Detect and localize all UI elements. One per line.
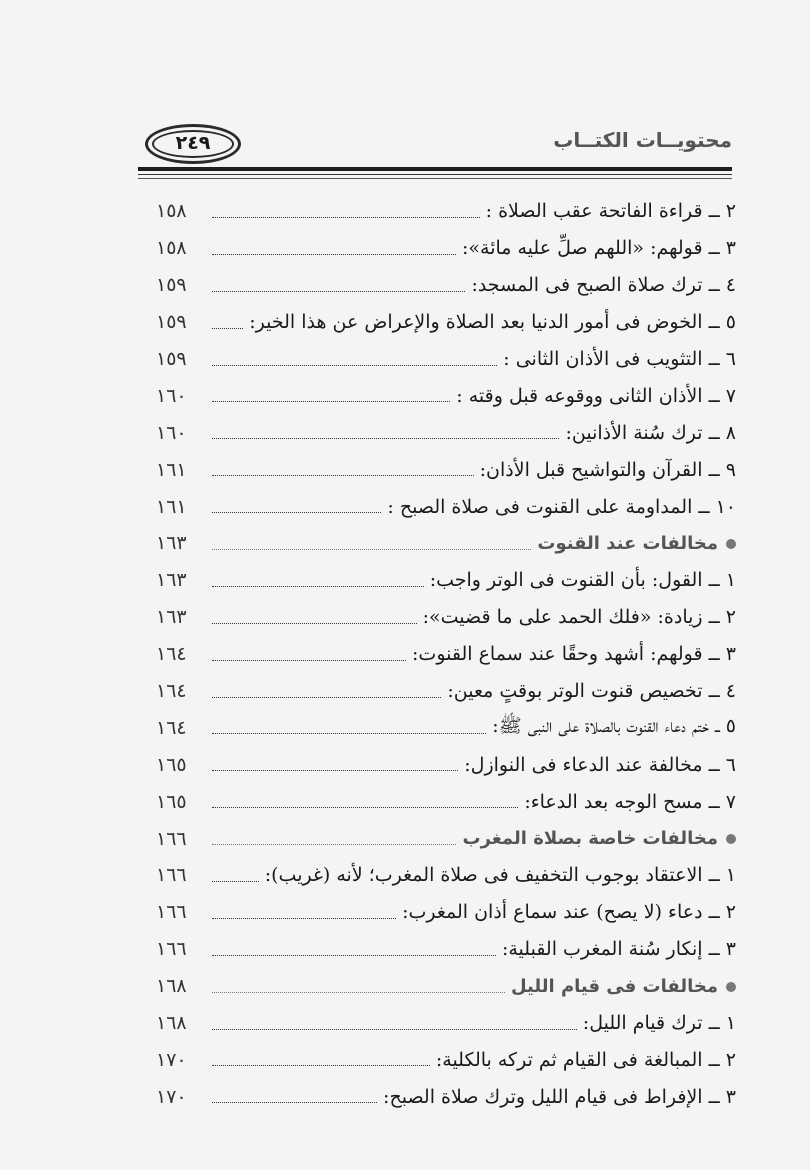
page-number: ٢٤٩ [175,132,211,154]
toc-entry[interactable] [150,857,736,894]
toc-entry-title [419,606,736,628]
header-rule-thick [138,167,732,171]
toc-entry-title [499,348,736,370]
toc-entry-title [476,459,736,481]
leader-dots [212,918,396,919]
toc-page-number: ١٦٦ [156,827,187,850]
toc-entry-title [379,1086,736,1108]
toc-entry-text: ٢ ــ قراءة الفاتحة عقب الصلاة : [485,200,736,223]
header-rule-thin [138,174,732,175]
leader-dots [212,844,456,845]
toc-page-number: ١٦٣ [156,532,187,555]
toc-entry-text: ٩ ــ القرآن والتواشيح قبل الأذان: [479,458,736,481]
toc-entry-title [458,828,736,849]
toc-entry-title [460,754,736,776]
toc-page-number: ١٦٠ [156,421,187,444]
leader-dots [212,697,441,698]
toc-page-number: ١٧٠ [156,1085,187,1108]
bullet-icon [726,539,736,549]
toc-entry-text: ٧ ــ مسح الوجه بعد الدعاء: [524,790,736,813]
toc-entry-title [520,791,736,813]
toc-entry-text: ٤ ــ ترك صلاة الصبح فى المسجد: [471,274,736,297]
toc-page-number: ١٦٣ [156,569,187,592]
toc-page-number: ١٦٨ [156,975,187,998]
toc-entry-text: ١ ــ الاعتقاد بوجوب التخفيف فى صلاة المغرب؛ لأنه (غريب): [264,864,736,887]
toc-section-heading[interactable] [150,968,736,1005]
leader-dots [212,770,458,771]
toc-entry-text: مخالفات خاصة بصلاة المغرب [462,828,718,850]
toc-page-number: ١٥٩ [156,311,187,334]
toc-entry-title [533,533,736,554]
toc-entry[interactable] [150,377,736,414]
toc-entry-title [488,714,736,742]
leader-dots [212,1029,577,1030]
toc-entry[interactable] [150,931,736,968]
toc-page-number: ١٦٦ [156,938,187,961]
toc-entry[interactable] [150,488,736,525]
toc-entry[interactable] [150,230,736,267]
toc-entry-title [498,938,736,960]
toc-entry[interactable] [150,599,736,636]
toc-section-heading[interactable] [150,820,736,857]
toc-section-heading[interactable] [150,525,736,562]
leader-dots [212,586,424,587]
leader-dots [212,512,381,513]
toc-entry-title [452,385,736,407]
toc-entry[interactable] [150,746,736,783]
toc-entry-title [579,1012,736,1034]
leader-dots [212,328,243,329]
toc-page-number: ١٦٥ [156,753,187,776]
toc-entry-title [467,274,736,296]
toc-entry[interactable] [150,304,736,341]
toc-entry[interactable] [150,562,736,599]
toc-page-number: ١٦٦ [156,901,187,924]
toc-page-number: ١٥٩ [156,348,187,370]
leader-dots [212,955,496,956]
toc-entry-title [245,311,736,333]
toc-page-number: ١٧٠ [156,1048,187,1071]
bullet-icon [726,834,736,844]
leader-dots [212,660,406,661]
toc-entry-text: مخالفات عند القنوت [537,532,718,554]
toc-entry-text: ٦ ــ التثويب فى الأذان الثانى : [503,348,736,370]
toc-entry[interactable] [150,894,736,931]
toc-entry[interactable] [150,636,736,673]
toc-page-number: ١٦٦ [156,864,187,887]
toc-page-number: ١٦٥ [156,790,187,813]
toc-entry-text: ٥ ــ ختم دعاء القنوت بالصلاة على النبى ﷺ: [492,714,736,737]
toc-entry[interactable] [150,1078,736,1115]
toc-entry-text: ٤ ــ تخصيص قنوت الوتر بوقتٍ معين: [447,680,736,703]
toc-entry-title [432,1049,736,1071]
leader-dots [212,623,417,624]
leader-dots [212,881,259,882]
toc-entry-title [261,864,736,886]
toc-entry-title [426,569,736,591]
toc-entry-title [482,200,736,222]
leader-dots [212,549,531,550]
table-of-contents [150,193,736,1115]
toc-entry-title [507,976,736,997]
toc-page-number: ١٥٨ [156,237,187,260]
bullet-icon [726,982,736,992]
leader-dots [212,438,559,439]
toc-entry-text: ٣ ــ قولهم: أشهد وحقًا عند سماع القنوت: [412,643,736,666]
leader-dots [212,254,456,255]
leader-dots [212,992,505,993]
toc-entry-text: ١٠ ــ المداومة على القنوت فى صلاة الصبح : [387,495,736,518]
toc-entry-text: ٣ ــ الإفراط فى قيام الليل وترك صلاة الصبح: [383,1085,736,1108]
toc-entry-text: ٥ ــ الخوض فى أمور الدنيا بعد الصلاة والإعراض عن هذا الخير: [249,311,736,334]
toc-page-number: ١٥٩ [156,274,187,297]
toc-entry-text: ٢ ــ زيادة: «فلك الحمد على ما قضيت»: [422,606,736,629]
toc-entry-text: ٧ ــ الأذان الثانى ووقوعه قبل وقته : [456,384,736,407]
toc-entry-title [408,643,736,665]
toc-entry[interactable] [150,414,736,451]
leader-dots [212,1102,377,1103]
toc-page-number: ١٦٣ [156,606,187,629]
toc-page-number: ١٦٤ [156,716,187,739]
running-header-title: محتويــات الكتــاب [553,128,732,152]
toc-page-number: ١٦٤ [156,680,187,703]
leader-dots [212,217,480,218]
toc-entry-text: ٣ ــ قولهم: «اللهم صلِّ عليه مائة»: [461,237,736,260]
toc-entry-text: ٣ ــ إنكار سُنة المغرب القبلية: [501,938,736,961]
leader-dots [212,807,518,808]
page-number-badge [145,124,241,164]
toc-entry[interactable] [150,783,736,820]
leader-dots [212,1065,430,1066]
toc-entry-title [398,901,736,923]
leader-dots [212,291,465,292]
toc-entry-title [443,680,736,702]
header-rule-thin [138,178,732,179]
leader-dots [212,733,486,734]
toc-page-number: ١٦٤ [156,643,187,666]
toc-page-number: ١٦١ [156,495,187,518]
toc-entry-title [458,237,736,259]
toc-page-number: ١٦٠ [156,384,187,407]
toc-entry-text: ٦ ــ مخالفة عند الدعاء فى النوازل: [464,753,736,776]
toc-entry[interactable] [150,673,736,710]
toc-entry[interactable] [150,451,736,488]
toc-entry-title [561,422,736,444]
leader-dots [212,365,497,366]
toc-entry-text: ١ ــ القول: بأن القنوت فى الوتر واجب: [429,569,736,592]
toc-page-number: ١٥٨ [156,200,187,223]
toc-entry[interactable] [150,267,736,304]
toc-entry-text: مخالفات فى قيام الليل [510,975,718,997]
toc-entry-title [383,496,736,518]
toc-entry-text: ٢ ــ دعاء (لا يصح) عند سماع أذان المغرب: [402,901,736,924]
leader-dots [212,475,474,476]
toc-page-number: ١٦١ [156,458,187,481]
toc-entry-text: ١ ــ ترك قيام الليل: [582,1012,736,1035]
leader-dots [212,401,450,402]
toc-entry[interactable] [150,193,736,230]
toc-entry-text: ٢ ــ المبالغة فى القيام ثم تركه بالكلية: [435,1048,736,1071]
toc-entry-text: ٨ ــ ترك سُنة الأذانين: [565,421,736,444]
toc-entry[interactable] [150,341,736,378]
toc-entry[interactable] [150,1041,736,1078]
toc-page-number: ١٦٨ [156,1012,187,1035]
toc-entry[interactable] [150,1005,736,1042]
toc-entry[interactable] [150,709,736,746]
